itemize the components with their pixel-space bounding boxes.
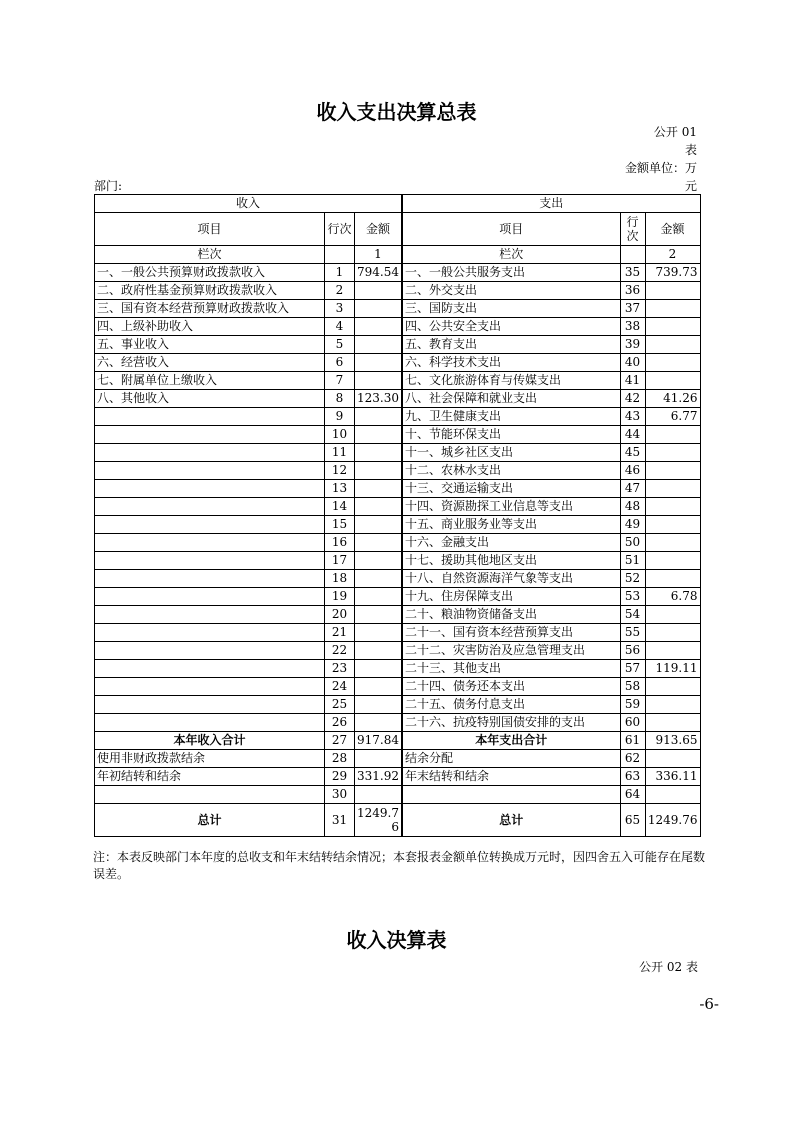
amount-unit-line2: 元 (684, 179, 697, 193)
expense-item-cell: 十六、金融支出 (402, 534, 620, 552)
expense-amount-cell: 6.77 (645, 408, 700, 426)
income-item-cell (95, 696, 325, 714)
income-rowno-cell: 6 (325, 354, 355, 372)
expense-item-cell: 十五、商业服务业等支出 (402, 516, 620, 534)
income-amount-cell: 331.92 (355, 768, 403, 786)
summary-table (94, 194, 701, 837)
next-table-title: 收入决算表 (346, 928, 447, 952)
expense-amount-cell (645, 750, 700, 768)
expense-amount-cell: 1249.76 (645, 804, 700, 837)
income-amount-cell (355, 642, 403, 660)
income-rowno-header: 行次 (325, 213, 355, 246)
expense-amount-cell: 41.26 (645, 390, 700, 408)
expense-item-cell: 二十六、抗疫特别国债安排的支出 (402, 714, 620, 732)
income-amount-cell (355, 786, 403, 804)
expense-rowno-cell: 41 (620, 372, 645, 390)
expense-item-cell: 十、节能环保支出 (402, 426, 620, 444)
expense-item-cell: 十一、城乡社区支出 (402, 444, 620, 462)
expense-item-cell: 十四、资源勘探工业信息等支出 (402, 498, 620, 516)
table-row (95, 354, 701, 372)
next-form-code: 公开 02 表 (639, 960, 698, 974)
expense-item-cell: 十二、农林水支出 (402, 462, 620, 480)
income-item-cell: 八、其他收入 (95, 390, 325, 408)
expense-rowno-cell: 61 (620, 732, 645, 750)
income-rowno-cell: 7 (325, 372, 355, 390)
expense-amount-cell (645, 480, 700, 498)
expense-amount-header: 金额 (645, 213, 700, 246)
expense-rowno-cell: 48 (620, 498, 645, 516)
income-item-cell (95, 552, 325, 570)
income-item-cell: 七、附属单位上缴收入 (95, 372, 325, 390)
expense-item-cell: 二十一、国有资本经营预算支出 (402, 624, 620, 642)
income-rowno-cell: 3 (325, 300, 355, 318)
income-rowno-cell: 31 (325, 804, 355, 837)
expense-rowno-cell: 56 (620, 642, 645, 660)
income-item-cell (95, 642, 325, 660)
income-rowno-cell: 22 (325, 642, 355, 660)
header-row-sections (95, 195, 701, 213)
table-row (95, 444, 701, 462)
income-amount-cell (355, 318, 403, 336)
expense-item-cell: 年末结转和结余 (402, 768, 620, 786)
income-amount-cell (355, 570, 403, 588)
page-number: -6- (699, 995, 719, 1013)
subtotal-row (95, 732, 701, 750)
income-rowno-cell: 30 (325, 786, 355, 804)
table-row (95, 624, 701, 642)
amount-unit-line1: 金额单位：万 (624, 161, 697, 175)
table-row (95, 372, 701, 390)
expense-amount-cell: 6.78 (645, 588, 700, 606)
income-item-cell: 三、国有资本经营预算财政拨款收入 (95, 300, 325, 318)
expense-rowno-cell: 45 (620, 444, 645, 462)
expense-item-cell (402, 786, 620, 804)
expense-item-header: 项目 (402, 213, 620, 246)
expense-amount-cell (645, 624, 700, 642)
expense-amount-cell (645, 696, 700, 714)
expense-item-cell: 二十三、其他支出 (402, 660, 620, 678)
expense-amount-cell (645, 426, 700, 444)
table-row (95, 606, 701, 624)
expense-item-cell: 二十二、灾害防治及应急管理支出 (402, 642, 620, 660)
table-row (95, 300, 701, 318)
income-item-cell (95, 534, 325, 552)
table-row (95, 552, 701, 570)
expense-rowno-cell: 44 (620, 426, 645, 444)
income-amount-cell (355, 480, 403, 498)
table-row (95, 390, 701, 408)
income-rowno-cell: 29 (325, 768, 355, 786)
total-row (95, 804, 701, 837)
income-rowno-cell: 28 (325, 750, 355, 768)
table-row (95, 714, 701, 732)
income-amount-cell (355, 426, 403, 444)
income-amount-cell (355, 678, 403, 696)
table-row (95, 426, 701, 444)
income-rowno-cell: 27 (325, 732, 355, 750)
income-rowno-cell: 11 (325, 444, 355, 462)
expense-rowno-cell: 64 (620, 786, 645, 804)
expense-item-cell: 一、一般公共服务支出 (402, 264, 620, 282)
income-item-cell (95, 462, 325, 480)
expense-rowno-cell: 50 (620, 534, 645, 552)
form-code-line1: 公开 01 (653, 125, 697, 139)
table-row (95, 534, 701, 552)
income-rowno-cell: 18 (325, 570, 355, 588)
income-rowno-cell: 14 (325, 498, 355, 516)
expense-amount-cell (645, 552, 700, 570)
amount-unit (617, 159, 697, 195)
table-row (95, 498, 701, 516)
table-row (95, 264, 701, 282)
table-row (95, 480, 701, 498)
income-item-cell (95, 660, 325, 678)
department-label: 部门: (94, 179, 123, 193)
expense-rowno-cell: 65 (620, 804, 645, 837)
income-item-cell: 一、一般公共预算财政拨款收入 (95, 264, 325, 282)
income-rowno-cell: 12 (325, 462, 355, 480)
income-amount-cell (355, 714, 403, 732)
table-body (95, 264, 701, 837)
income-amount-cell (355, 624, 403, 642)
income-item-cell: 年初结转和结余 (95, 768, 325, 786)
expense-amount-cell (645, 282, 700, 300)
expense-rowno-cell: 63 (620, 768, 645, 786)
table-row (95, 696, 701, 714)
expense-item-cell: 十七、援助其他地区支出 (402, 552, 620, 570)
income-item-cell (95, 624, 325, 642)
income-amount-cell (355, 408, 403, 426)
income-amount-cell (355, 606, 403, 624)
income-item-cell: 四、上级补助收入 (95, 318, 325, 336)
income-amount-cell (355, 282, 403, 300)
expense-rowno-cell: 62 (620, 750, 645, 768)
expense-amount-cell (645, 462, 700, 480)
income-rowno-cell: 1 (325, 264, 355, 282)
expense-item-cell: 九、卫生健康支出 (402, 408, 620, 426)
table-row (95, 462, 701, 480)
income-item-header: 项目 (95, 213, 325, 246)
income-rowno-cell: 4 (325, 318, 355, 336)
income-amount-cell: 1249.76 (355, 804, 403, 837)
table-row (95, 786, 701, 804)
income-item-cell (95, 426, 325, 444)
table-row (95, 768, 701, 786)
income-amount-cell (355, 462, 403, 480)
expense-item-cell: 十八、自然资源海洋气象等支出 (402, 570, 620, 588)
income-rowno-cell: 16 (325, 534, 355, 552)
expense-rowno-cell: 57 (620, 660, 645, 678)
expense-amount-cell (645, 714, 700, 732)
income-item-cell (95, 444, 325, 462)
table-row (95, 570, 701, 588)
income-rowno-cell: 20 (325, 606, 355, 624)
income-item-cell: 总计 (95, 804, 325, 837)
income-rowno-cell: 5 (325, 336, 355, 354)
income-amount-cell (355, 534, 403, 552)
expense-rowno-cell: 60 (620, 714, 645, 732)
income-rowno-cell: 23 (325, 660, 355, 678)
table-row (95, 660, 701, 678)
expense-amount-cell: 119.11 (645, 660, 700, 678)
expense-item-cell: 本年支出合计 (402, 732, 620, 750)
income-item-cell (95, 678, 325, 696)
expense-item-cell: 十九、住房保障支出 (402, 588, 620, 606)
income-amount-header: 金额 (355, 213, 403, 246)
income-item-cell: 本年收入合计 (95, 732, 325, 750)
table-row (95, 408, 701, 426)
table-row (95, 318, 701, 336)
expense-rowno-cell: 53 (620, 588, 645, 606)
income-amount-cell (355, 498, 403, 516)
income-amount-cell (355, 300, 403, 318)
expense-rowno-cell: 38 (620, 318, 645, 336)
income-amount-cell (355, 354, 403, 372)
income-rowno-cell: 24 (325, 678, 355, 696)
table-row (95, 678, 701, 696)
expense-amount-cell (645, 606, 700, 624)
income-item-cell (95, 516, 325, 534)
income-rowno-cell: 15 (325, 516, 355, 534)
income-rowno-cell: 9 (325, 408, 355, 426)
page-title: 收入支出决算总表 (316, 100, 477, 124)
income-item-cell (95, 480, 325, 498)
income-column-label: 栏次 (95, 246, 325, 264)
table-row (95, 588, 701, 606)
expense-item-cell: 三、国防支出 (402, 300, 620, 318)
expense-amount-cell: 739.73 (645, 264, 700, 282)
income-item-cell (95, 588, 325, 606)
expense-rowno-cell: 35 (620, 264, 645, 282)
income-amount-cell (355, 372, 403, 390)
expense-amount-cell (645, 336, 700, 354)
table-note: 注：本表反映部门本年度的总收支和年末结转结余情况；本套报表金额单位转换成万元时，因四舍五入可能存在尾数误差。 (93, 850, 706, 881)
income-amount-cell: 917.84 (355, 732, 403, 750)
income-item-cell: 二、政府性基金预算财政拨款收入 (95, 282, 325, 300)
expense-rowno-cell: 40 (620, 354, 645, 372)
income-amount-cell (355, 660, 403, 678)
expense-rowno-header: 行 次 (620, 213, 645, 246)
income-rowno-cell: 26 (325, 714, 355, 732)
table-row (95, 516, 701, 534)
form-code-line2: 表 (684, 143, 697, 157)
expense-rowno-cell: 59 (620, 696, 645, 714)
income-column-number: 1 (355, 246, 403, 264)
expense-rowno-cell: 36 (620, 282, 645, 300)
expense-amount-cell (645, 354, 700, 372)
income-header: 收入 (95, 195, 403, 213)
expense-amount-cell: 336.11 (645, 768, 700, 786)
expense-item-cell: 八、社会保障和就业支出 (402, 390, 620, 408)
income-rowno-cell: 17 (325, 552, 355, 570)
expense-amount-cell: 913.65 (645, 732, 700, 750)
expense-column-number: 2 (645, 246, 700, 264)
income-item-cell: 六、经营收入 (95, 354, 325, 372)
income-amount-cell (355, 552, 403, 570)
expense-rowno-cell: 43 (620, 408, 645, 426)
income-item-cell: 使用非财政拨款结余 (95, 750, 325, 768)
expense-item-cell: 七、文化旅游体育与传媒支出 (402, 372, 620, 390)
expense-rowno-cell: 52 (620, 570, 645, 588)
expense-item-cell: 四、公共安全支出 (402, 318, 620, 336)
table-row (95, 336, 701, 354)
income-amount-cell (355, 336, 403, 354)
expense-amount-cell (645, 786, 700, 804)
income-item-cell (95, 408, 325, 426)
expense-amount-cell (645, 318, 700, 336)
expense-item-cell: 二、外交支出 (402, 282, 620, 300)
income-amount-cell (355, 516, 403, 534)
header-row-columns (95, 213, 701, 246)
expense-item-cell: 二十、粮油物资储备支出 (402, 606, 620, 624)
income-column-label-no (325, 246, 355, 264)
expense-rowno-cell: 42 (620, 390, 645, 408)
expense-column-label-no (620, 246, 645, 264)
expense-rowno-cell: 39 (620, 336, 645, 354)
expense-column-label: 栏次 (402, 246, 620, 264)
expense-item-cell: 结余分配 (402, 750, 620, 768)
expense-rowno-cell: 51 (620, 552, 645, 570)
income-amount-cell (355, 750, 403, 768)
form-code (647, 123, 697, 159)
expense-rowno-cell: 49 (620, 516, 645, 534)
income-item-cell (95, 714, 325, 732)
income-amount-cell (355, 444, 403, 462)
expense-rowno-cell: 37 (620, 300, 645, 318)
expense-amount-cell (645, 642, 700, 660)
income-amount-cell: 794.54 (355, 264, 403, 282)
expense-rowno-cell: 55 (620, 624, 645, 642)
expense-rowno-cell: 58 (620, 678, 645, 696)
income-item-cell (95, 570, 325, 588)
income-item-cell (95, 498, 325, 516)
income-amount-cell: 123.30 (355, 390, 403, 408)
expense-rowno-cell: 46 (620, 462, 645, 480)
expense-header: 支出 (402, 195, 700, 213)
income-rowno-cell: 25 (325, 696, 355, 714)
expense-amount-cell (645, 516, 700, 534)
income-item-cell (95, 786, 325, 804)
expense-rowno-cell: 47 (620, 480, 645, 498)
income-item-cell (95, 606, 325, 624)
expense-amount-cell (645, 678, 700, 696)
expense-amount-cell (645, 498, 700, 516)
expense-item-cell: 十三、交通运输支出 (402, 480, 620, 498)
expense-amount-cell (645, 372, 700, 390)
income-rowno-cell: 21 (325, 624, 355, 642)
income-amount-cell (355, 696, 403, 714)
income-rowno-cell: 13 (325, 480, 355, 498)
income-item-cell: 五、事业收入 (95, 336, 325, 354)
header-row-colnums (95, 246, 701, 264)
income-rowno-cell: 19 (325, 588, 355, 606)
expense-rowno-cell: 54 (620, 606, 645, 624)
income-amount-cell (355, 588, 403, 606)
expense-item-cell: 二十四、债务还本支出 (402, 678, 620, 696)
expense-amount-cell (645, 444, 700, 462)
table-row (95, 750, 701, 768)
income-rowno-cell: 8 (325, 390, 355, 408)
table-row (95, 642, 701, 660)
expense-item-cell: 六、科学技术支出 (402, 354, 620, 372)
income-rowno-cell: 10 (325, 426, 355, 444)
expense-item-cell: 二十五、债务付息支出 (402, 696, 620, 714)
table-row (95, 282, 701, 300)
expense-amount-cell (645, 300, 700, 318)
expense-item-cell: 五、教育支出 (402, 336, 620, 354)
expense-amount-cell (645, 570, 700, 588)
expense-amount-cell (645, 534, 700, 552)
income-rowno-cell: 2 (325, 282, 355, 300)
expense-item-cell: 总计 (402, 804, 620, 837)
